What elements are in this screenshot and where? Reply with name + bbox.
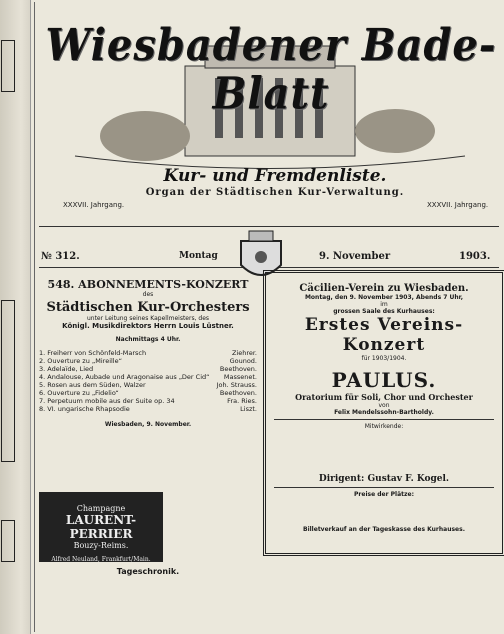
program-item: 5. Rosen aus dem Süden, Walzer Joh. Strauss. — [39, 381, 257, 389]
erstes-konzert: Erstes Vereins-Konzert — [304, 315, 464, 355]
composer-von: von — [378, 402, 390, 409]
orchestra-director: Königl. Musikdirektors Herrn Louis Lüstner. — [62, 322, 234, 330]
year-left: XXXVII. Jahrgang. — [63, 201, 125, 209]
main-area — [34, 2, 503, 632]
paper-subtitle: Kur- und Fremdenliste. — [163, 166, 387, 186]
gutter-box — [1, 300, 15, 462]
concert-des: des — [142, 291, 154, 298]
mitwirkende-heading: Mitwirkende: — [364, 423, 404, 430]
concert-when: Montag, den 9. November 1903, Abends 7 Uhr, — [304, 294, 464, 301]
tageschronik-heading: Tageschronik. — [116, 567, 180, 576]
ad-champagne: Champagne — [76, 504, 126, 513]
ad-brand: LAURENT-PERRIER — [65, 513, 137, 541]
issue-day: Montag — [179, 251, 218, 261]
paulus-title: PAULUS. — [331, 368, 437, 392]
caecilien-notice — [263, 270, 504, 556]
concert-venue: grossen Saale des Kurhauses: — [333, 308, 435, 315]
issue-bar — [39, 226, 499, 268]
orchestra-name: Städtischen Kur-Orchesters — [46, 300, 250, 315]
program-item: 3. Adelaïde, Lied Beethoven. — [39, 365, 257, 373]
concert-heading: 548. ABONNEMENTS-KONZERT — [47, 278, 249, 291]
issue-number: № 312. — [41, 251, 80, 262]
tageschronik — [39, 568, 257, 575]
masthead — [35, 6, 503, 209]
gutter-box — [1, 40, 15, 92]
divider — [274, 487, 494, 488]
issue-date: 9. November — [319, 251, 391, 262]
divider — [274, 419, 494, 420]
billet-line: Billetverkauf an der Tageskasse des Kurhauses. — [303, 526, 465, 533]
ad-dealer: Alfred Neuland, Frankfurt/Main. — [51, 556, 151, 563]
concert-im: im — [380, 301, 388, 308]
program-item: 7. Perpetuum mobile aus der Suite op. 34 Fra. Ries. — [39, 397, 257, 405]
wiesbaden-dateline: Wiesbaden, 9. November. — [104, 421, 192, 428]
program-item: 6. Ouverture zu „Fidelio“ Beethoven. — [39, 389, 257, 397]
program-item: 2. Ouverture zu „Mireille“ Gounod. — [39, 357, 257, 365]
year-right: XXXVII. Jahrgang. — [427, 201, 489, 209]
program-item: 1. Freiherr von Schönfeld-Marsch Ziehrer. — [39, 349, 257, 357]
afternoon-heading: Nachmittags 4 Uhr. — [115, 336, 181, 343]
issue-year: 1903. — [459, 251, 491, 262]
program-item: 8. VI. ungarische Rhapsodie Liszt. — [39, 405, 257, 413]
preise-heading: Preise der Plätze: — [354, 491, 414, 498]
oratorium-line: Oratorium für Soli, Chor und Orchester — [295, 392, 473, 402]
paper-title: Wiesbadener Bade-Blatt — [45, 19, 497, 120]
composer-name: Felix Mendelssohn-Bartholdy. — [334, 409, 434, 416]
paper-organ: Organ der Städtischen Kur-Verwaltung. — [145, 187, 405, 198]
concert-column — [39, 272, 257, 428]
gutter-box — [1, 520, 15, 562]
verein-name: Cäcilien-Verein zu Wiesbaden. — [299, 283, 469, 294]
program-item: 4. Andalouse, Aubade und Aragonaise aus „Der Cid“ Massenet. — [39, 373, 257, 381]
orchestra-leitung: unter Leitung seines Kapellmeisters, des — [86, 315, 210, 322]
ad-place: Bouzy-Reims. — [73, 541, 129, 550]
champagne-ad — [39, 492, 163, 562]
page-gutter — [0, 0, 31, 634]
concert-season: für 1903/1904. — [361, 355, 407, 362]
concert-program — [39, 349, 257, 413]
dirigent: Dirigent: Gustav F. Kogel. — [318, 474, 450, 484]
